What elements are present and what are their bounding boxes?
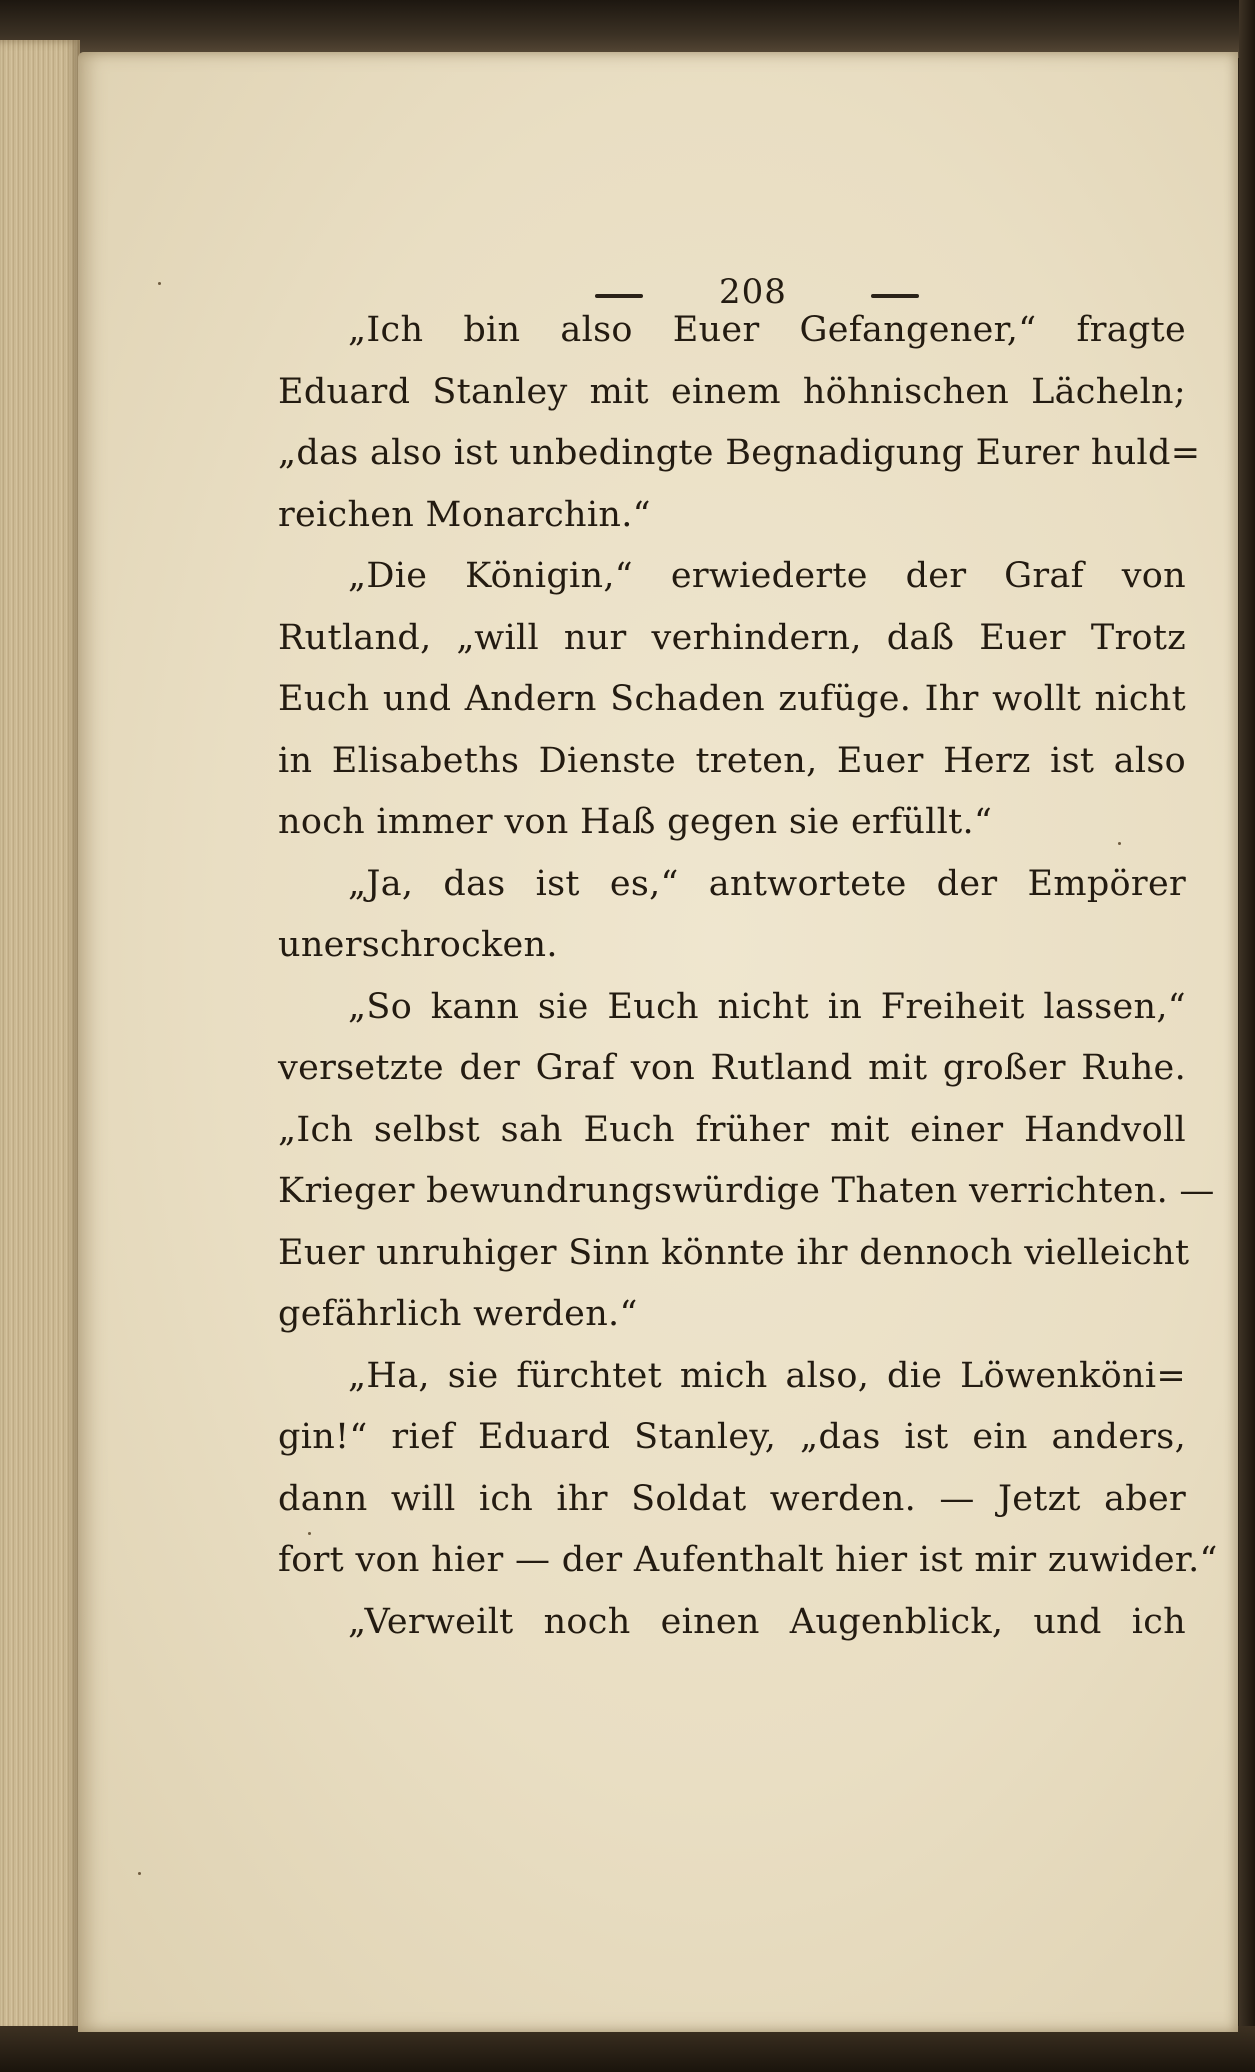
paper-speck	[138, 1872, 141, 1875]
text-line: „das also ist unbedingte Begnadigung Eurer huld=	[278, 433, 1201, 473]
page-number: 208	[719, 272, 787, 312]
text-line: „Die Königin,“ erwiederte der Graf von	[348, 556, 1186, 596]
text-line: noch immer von Haß gegen sie erfüllt.“	[278, 802, 993, 842]
text-line: „Ha, sie fürchtet mich also, die Löwenköni=	[348, 1355, 1186, 1396]
text-line: fort von hier — der Aufenthalt hier ist mir zuwider.“	[278, 1540, 1218, 1580]
header-dash-left	[595, 294, 643, 298]
text-line: gin!“ rief Eduard Stanley, „das ist ein anders,	[278, 1417, 1186, 1457]
book-edge-right	[1239, 0, 1255, 2072]
body-text	[278, 300, 1218, 1653]
text-line: Euch und Andern Schaden zufüge. Ihr wollt nicht	[278, 679, 1186, 719]
text-line: dann will ich ihr Soldat werden. — Jetzt aber	[278, 1478, 1186, 1519]
text-line: reichen Monarchin.“	[278, 494, 651, 535]
page-stack-edge	[0, 40, 80, 2035]
text-line: Krieger bewundrungswürdige Thaten verrichten. —	[278, 1171, 1215, 1211]
text-line: „Ich bin also Euer Gefangener,“ fragte	[348, 310, 1186, 350]
text-line: Rutland, „will nur verhindern, daß Euer Trotz	[278, 617, 1186, 658]
text-line: „Ja, das ist es,“ antwortete der Empörer	[348, 863, 1186, 904]
text-line: in Elisabeths Dienste treten, Euer Herz ist also	[278, 740, 1186, 781]
book-edge-bottom	[0, 2026, 1255, 2072]
text-line: Euer unruhiger Sinn könnte ihr dennoch vielleicht	[278, 1232, 1190, 1273]
text-line: „So kann sie Euch nicht in Freiheit lassen,“	[348, 986, 1186, 1027]
book-edge-top	[0, 0, 1255, 58]
text-line: unerschrocken.	[278, 925, 558, 965]
header-dash-right	[871, 294, 919, 298]
text-line: versetzte der Graf von Rutland mit großer Ruhe.	[278, 1048, 1186, 1088]
text-line: „Verweilt noch einen Augenblick, und ich	[348, 1601, 1186, 1642]
text-line: gefährlich werden.“	[278, 1294, 638, 1334]
text-line: Eduard Stanley mit einem höhnischen Lächeln;	[278, 371, 1186, 412]
paper-speck	[158, 282, 161, 285]
text-line: „Ich selbst sah Euch früher mit einer Handvoll	[278, 1109, 1186, 1150]
